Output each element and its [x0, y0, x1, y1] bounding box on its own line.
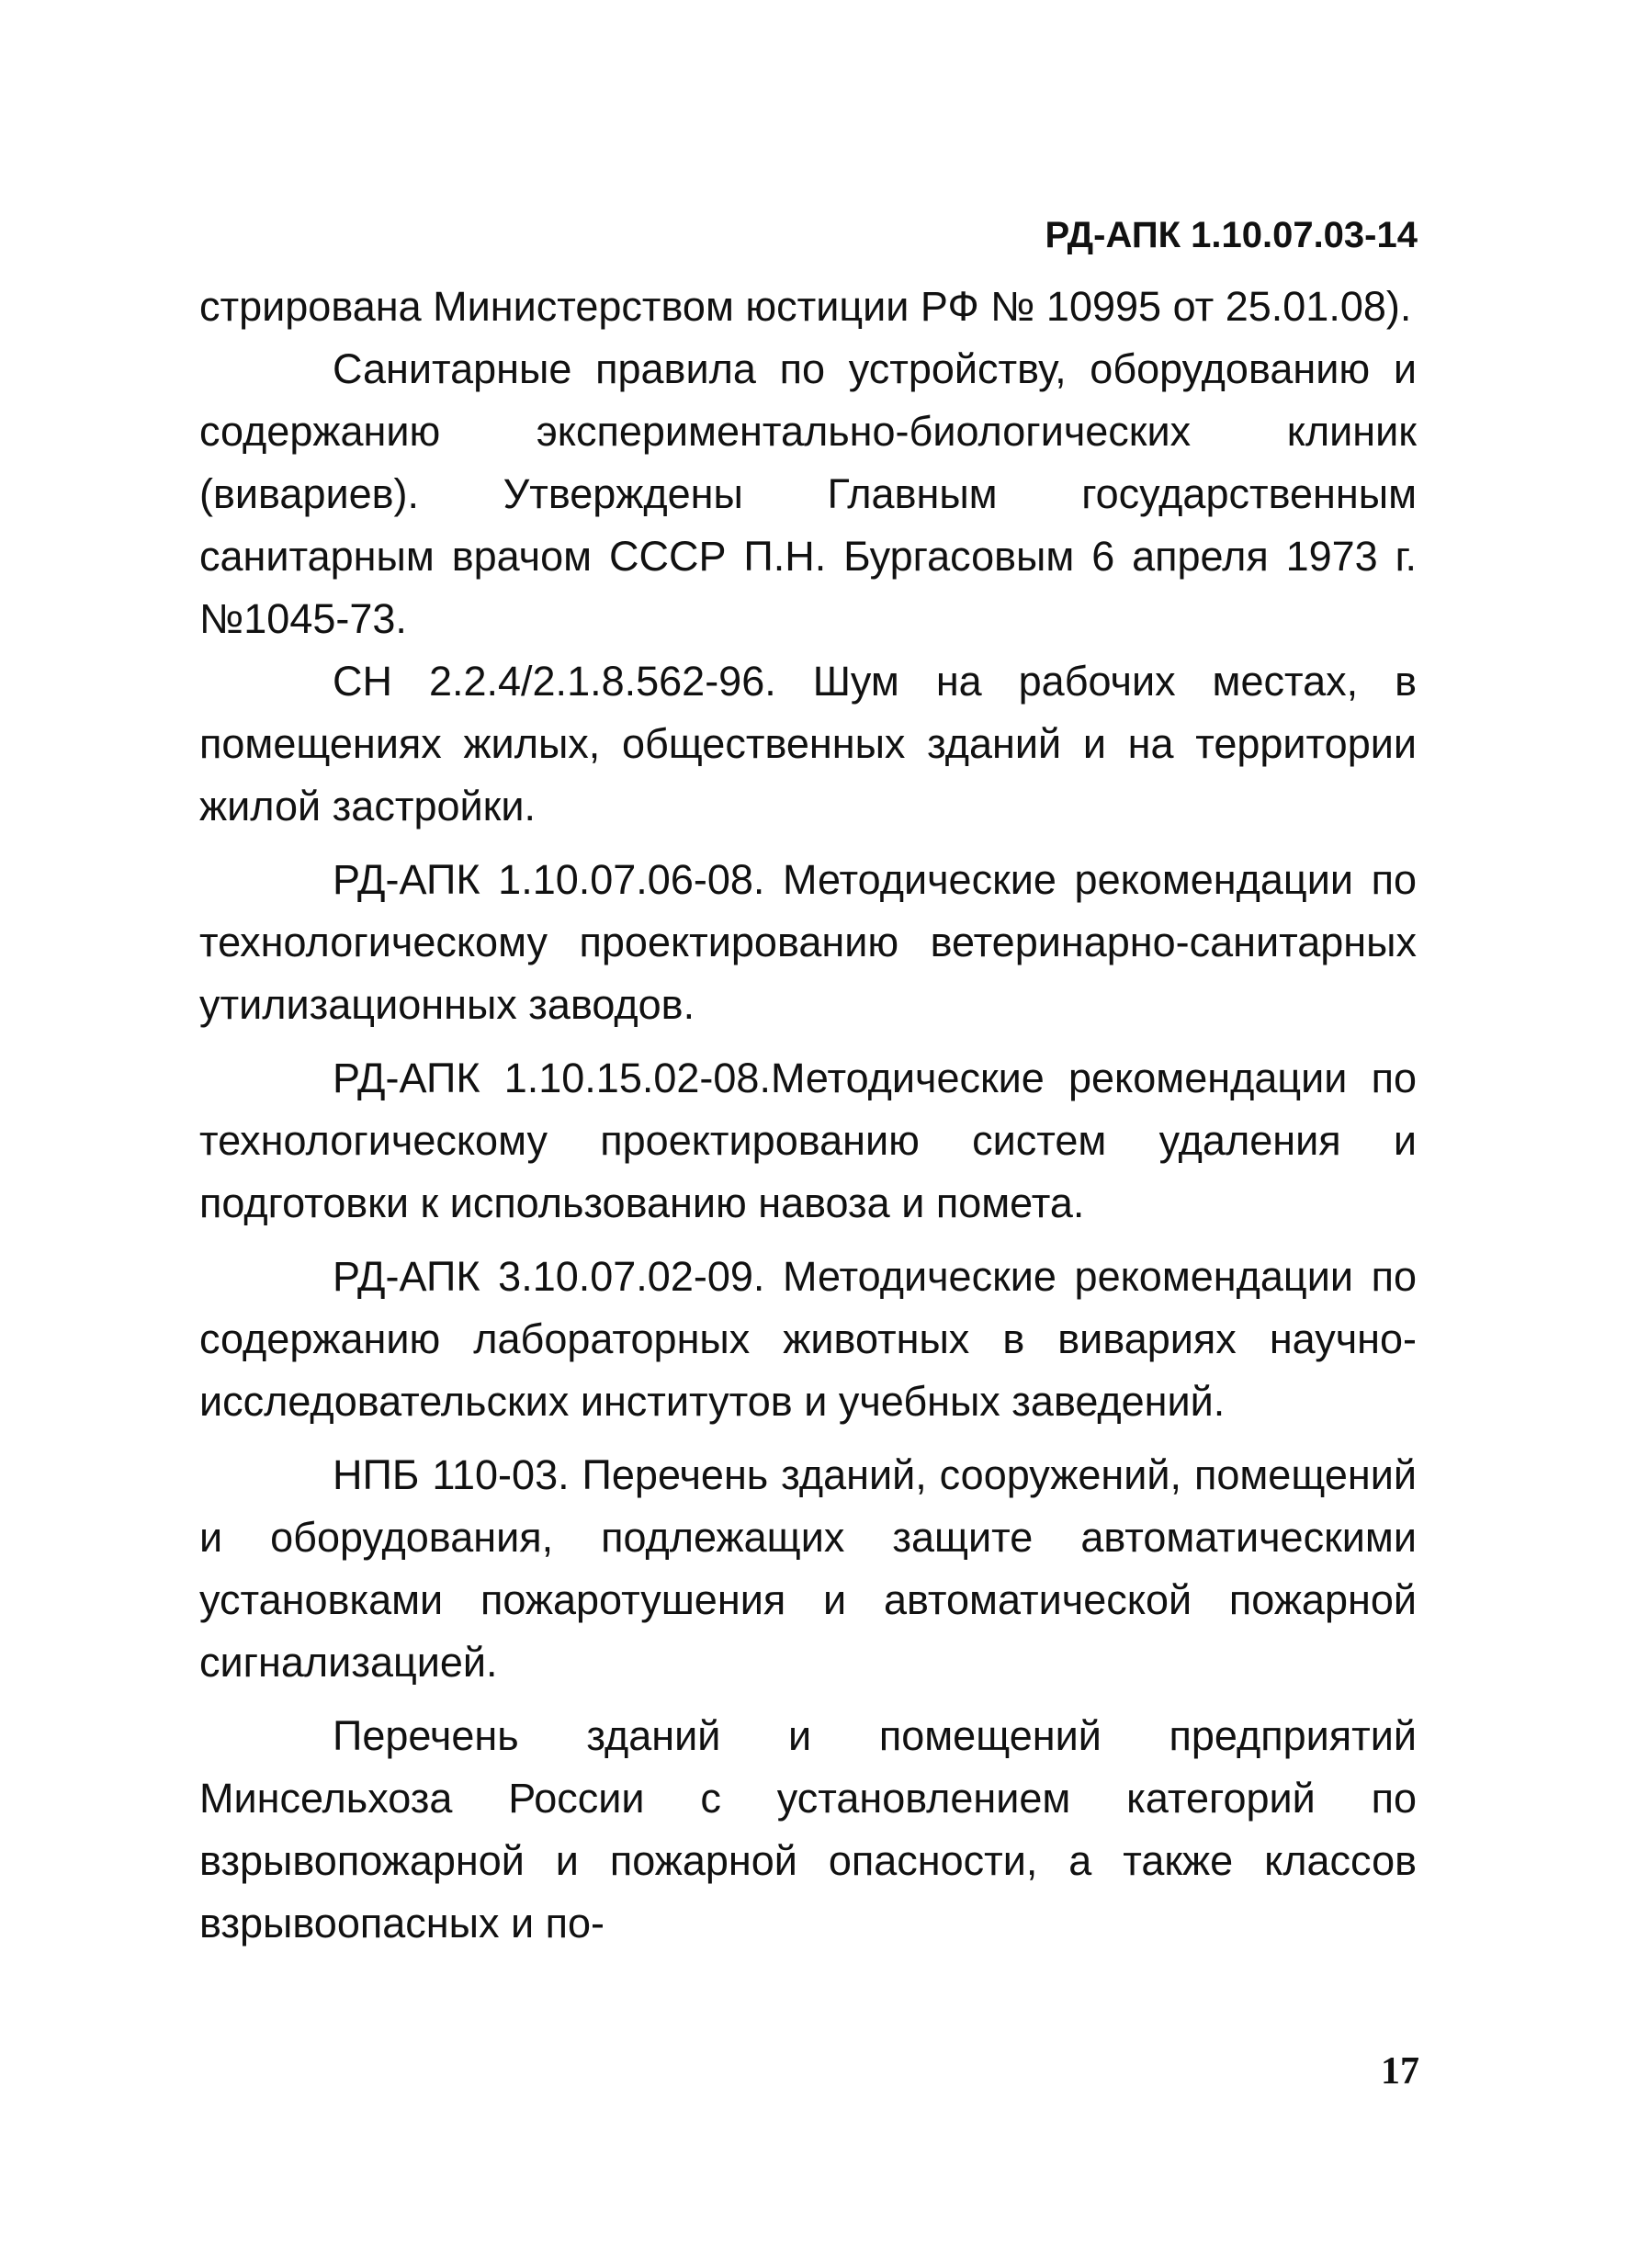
paragraph-minselkhoz-buildings-list: Перечень зданий и помещений предприятий Минсельхоза России с установлением категорий по взрывопожарной и пожарной опасности, а также классов взрывоопасных и по- [199, 1712, 1417, 1946]
document-code-header: РД-АПК 1.10.07.03-14 [1045, 215, 1418, 255]
paragraph-sn-noise: СН 2.2.4/2.1.8.562-96. Шум на рабочих местах, в помещениях жилых, общественных зданий и на территории жилой застройки. [199, 658, 1417, 829]
document-body [199, 276, 1417, 1955]
paragraph-continuation: стрирована Министерством юстиции РФ № 10995 от 25.01.08). [199, 283, 1412, 330]
paragraph-rd-apk-utilization-plants: РД-АПК 1.10.07.06-08. Методические рекомендации по технологическому проектированию ветеринарно-санитарных утилизационных заводов. [199, 856, 1417, 1028]
page-number: 17 [1381, 2050, 1419, 2093]
paragraph-npb-fire-protection: НПБ 110-03. Перечень зданий, сооружений, помещений и оборудования, подлежащих защите автоматическими установками пожаротушения и автоматической пожарной сигнализацией. [199, 1451, 1417, 1686]
paragraph-rd-apk-laboratory-animals: РД-АПК 3.10.07.02-09. Методические рекомендации по содержанию лабораторных животных в вивариях научно-исследовательских институтов и учебных заведений. [199, 1253, 1417, 1425]
paragraph-rd-apk-manure-removal: РД-АПК 1.10.15.02-08.Методические рекомендации по технологическому проектированию систем удаления и подготовки к использованию навоза и помета. [199, 1055, 1417, 1226]
paragraph-sanitary-rules-vivarium: Санитарные правила по устройству, оборудованию и содержанию экспериментально-биологических клиник (вивариев). Утверждены Главным государственным санитарным врачом СССР П.Н. Бургасовым 6 апреля 1973 г. №1045-73. [199, 345, 1417, 642]
